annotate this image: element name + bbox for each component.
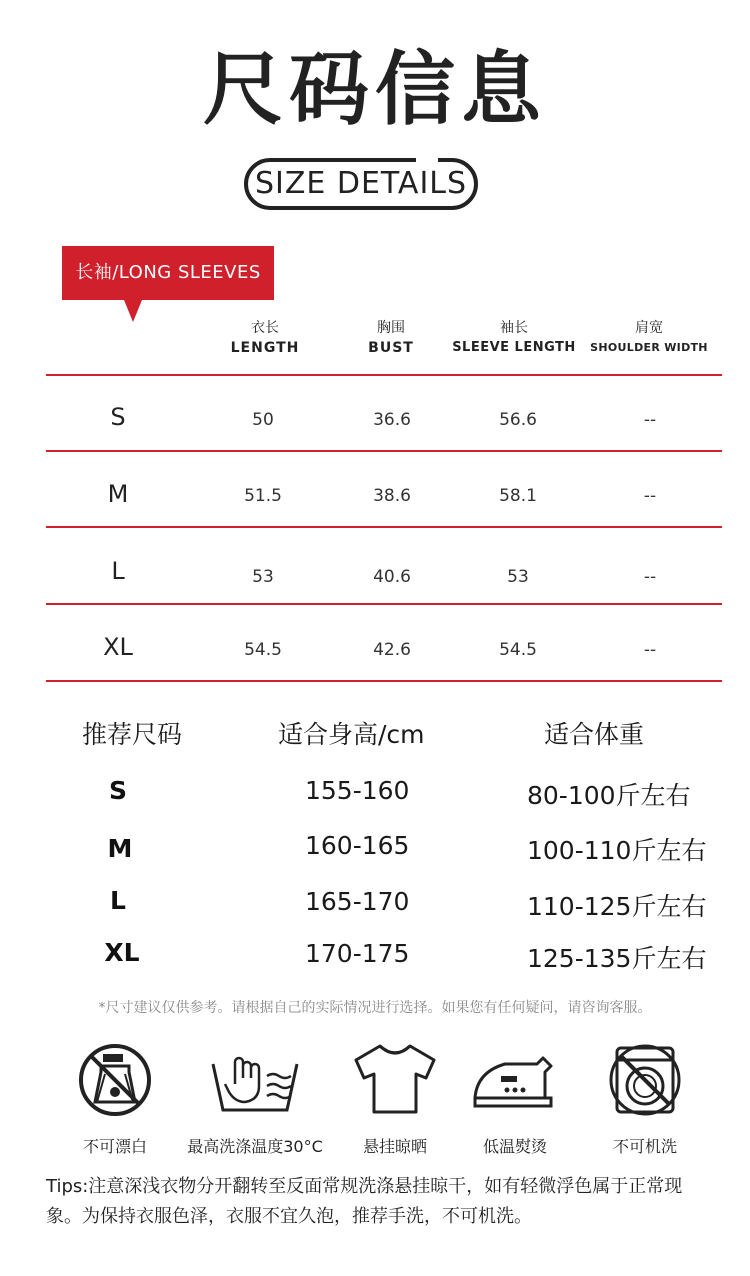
recommend-header-weight: 适合体重	[544, 720, 645, 749]
wash-30-icon	[205, 1040, 305, 1120]
table-divider	[46, 680, 722, 682]
care-item-no-machine-wash	[570, 1040, 720, 1157]
table-cell: 56.6	[499, 410, 537, 430]
care-tips: Tips:注意深浅衣物分开翻转至反面常规洗涤悬挂晾干，如有轻微浮色属于正常现象。为保持衣服色泽，衣服不宜久泡，推荐手洗，不可机洗。	[46, 1176, 683, 1227]
column-header-en: LENGTH	[230, 340, 300, 356]
table-cell: --	[643, 410, 657, 430]
table-cell: 58.1	[499, 486, 537, 506]
no-bleach-icon	[75, 1040, 155, 1120]
recommend-height: 170-175	[305, 939, 410, 968]
table-cell: 54.5	[499, 640, 537, 660]
column-header-en: SHOULDER WIDTH	[590, 341, 708, 354]
table-divider	[46, 603, 722, 605]
page-title: 尺码信息	[203, 43, 547, 136]
recommend-header-size: 推荐尺码	[82, 720, 183, 749]
table-divider	[46, 374, 722, 376]
column-header-cn: 胸围	[377, 320, 405, 336]
table-row-size: M	[107, 480, 129, 508]
table-row-size: S	[110, 403, 126, 431]
table-row-size: XL	[103, 633, 133, 661]
table-cell: 50	[252, 410, 274, 430]
recommend-size: XL	[104, 938, 140, 967]
column-header-cn: 袖长	[500, 320, 528, 336]
column-header-shoulder	[584, 318, 714, 358]
table-cell: 42.6	[373, 640, 411, 660]
recommend-size: L	[110, 886, 126, 915]
care-item-low-iron	[440, 1040, 590, 1157]
table-cell: 51.5	[244, 486, 282, 506]
table-cell: --	[643, 486, 657, 506]
column-header-en: SLEEVE LENGTH	[452, 340, 576, 355]
recommend-size: S	[108, 776, 127, 805]
care-label: 低温熨烫	[482, 1137, 547, 1156]
table-divider	[46, 450, 722, 452]
pill-notch	[416, 152, 438, 162]
no-machine-wash-icon	[605, 1040, 685, 1120]
sleeve-type-tag: 长袖/LONG SLEEVES	[62, 246, 274, 300]
care-label: 最高洗涤温度30°C	[187, 1137, 323, 1156]
care-label: 悬挂晾晒	[362, 1137, 427, 1156]
table-cell: --	[643, 567, 657, 587]
care-label: 不可漂白	[82, 1137, 147, 1156]
recommend-height: 160-165	[305, 831, 410, 860]
care-item-no-bleach	[40, 1040, 190, 1157]
table-cell: 54.5	[244, 640, 282, 660]
column-header-sleeve	[448, 318, 580, 358]
column-header-bust	[331, 318, 451, 358]
recommend-size: M	[107, 834, 133, 863]
table-row-size: L	[111, 557, 125, 585]
recommend-height: 155-160	[305, 776, 410, 805]
care-item-wash-30	[180, 1040, 330, 1157]
recommend-height: 165-170	[305, 887, 410, 916]
recommend-header-height: 适合身高/cm	[278, 720, 425, 749]
table-cell: --	[643, 640, 657, 660]
care-label: 不可机洗	[612, 1137, 677, 1156]
hang-dry-icon	[350, 1040, 440, 1120]
size-disclaimer: *尺寸建议仅供参考。请根据自己的实际情况进行选择。如果您有任何疑问，请咨询客服。	[98, 1000, 652, 1016]
column-header-en: BUST	[368, 340, 414, 356]
tag-pointer	[124, 300, 142, 322]
table-divider	[46, 526, 722, 528]
table-cell: 38.6	[373, 486, 411, 506]
low-iron-icon	[465, 1040, 565, 1120]
table-cell: 36.6	[373, 410, 411, 430]
column-header-length	[205, 318, 325, 358]
column-header-cn: 衣长	[251, 320, 279, 336]
table-cell: 53	[507, 567, 529, 587]
column-header-cn: 肩宽	[635, 320, 663, 336]
recommend-weight: 80-100斤左右	[527, 781, 691, 810]
recommend-weight: 110-125斤左右	[527, 892, 707, 921]
subtitle-badge: SIZE DETAILS	[244, 158, 478, 210]
recommend-weight: 100-110斤左右	[527, 836, 707, 865]
table-cell: 53	[252, 567, 274, 587]
recommend-weight: 125-135斤左右	[527, 944, 707, 973]
table-cell: 40.6	[373, 567, 411, 587]
